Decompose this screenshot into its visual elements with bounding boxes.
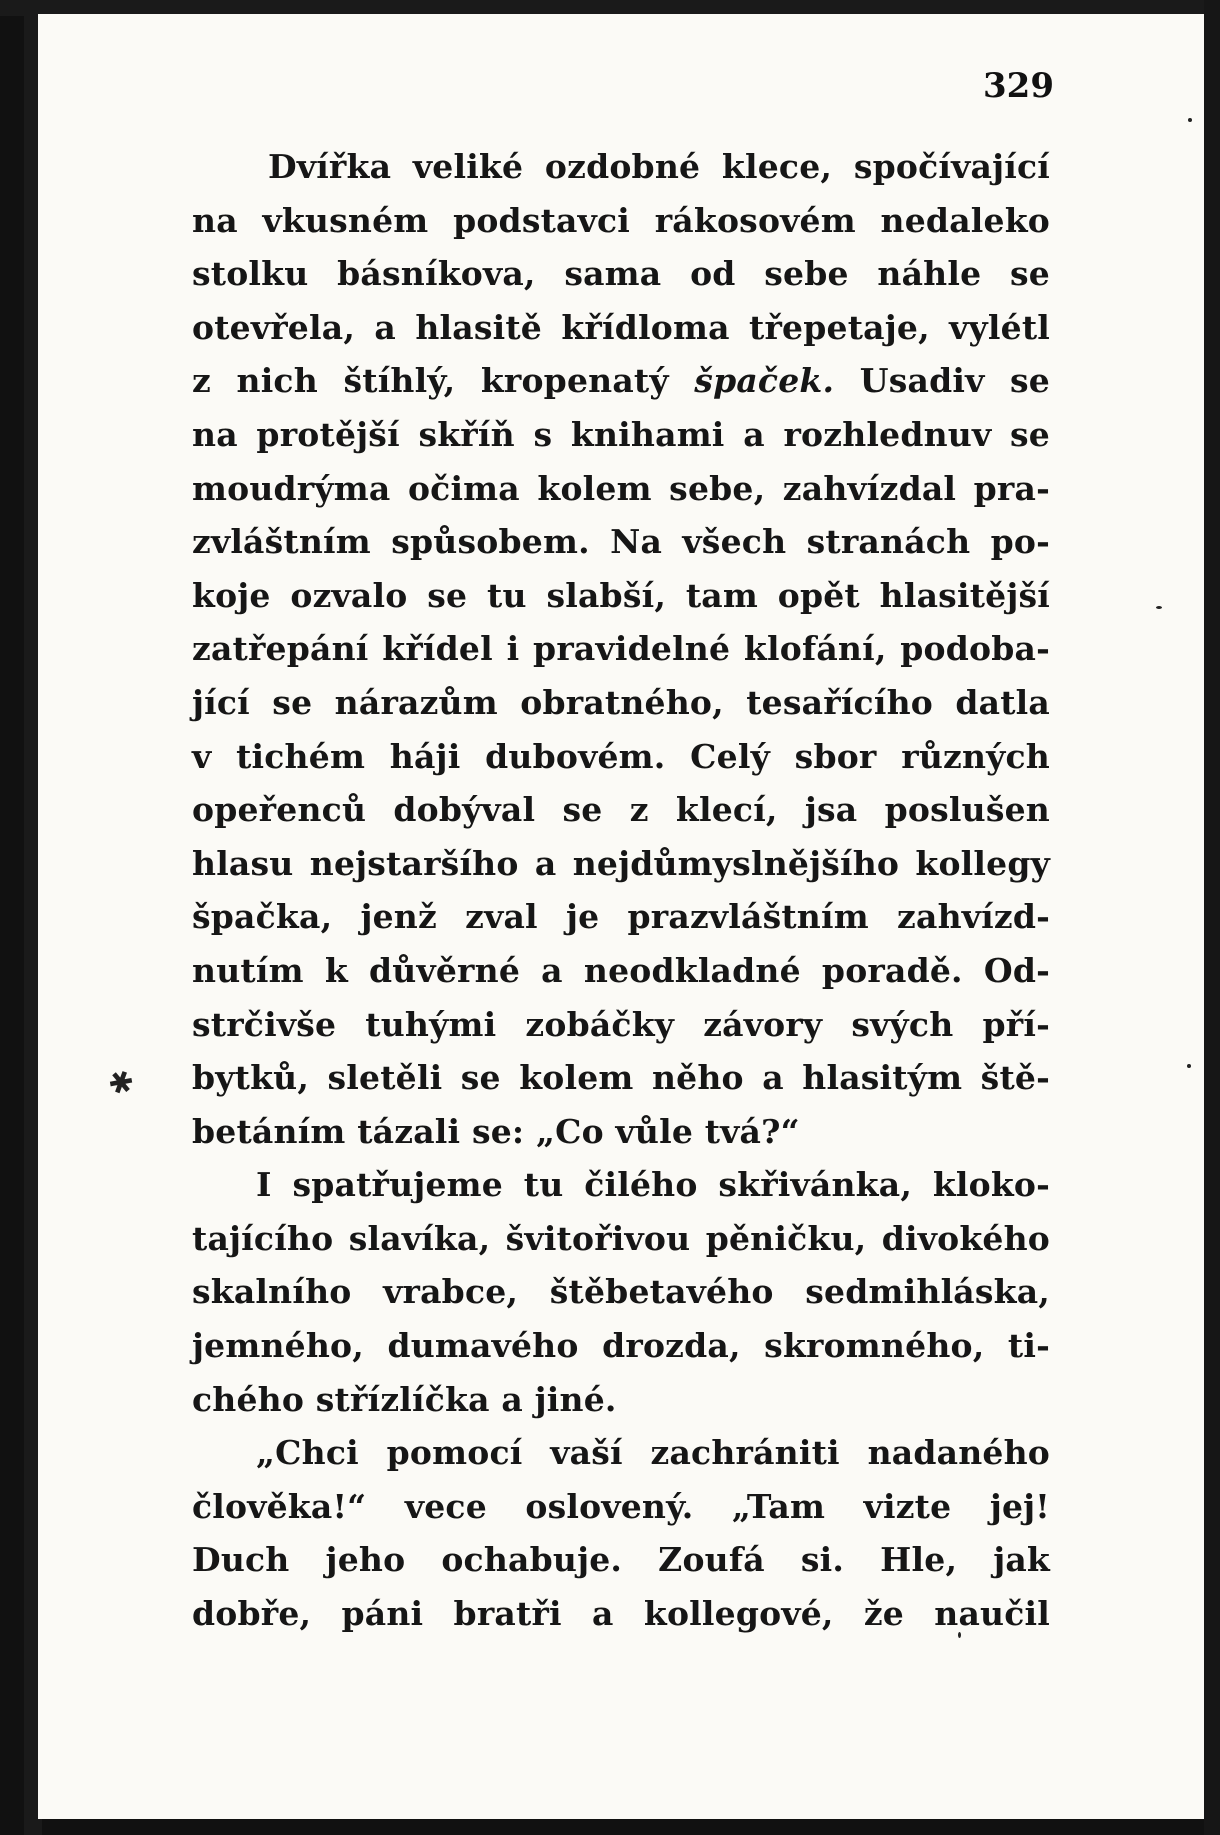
text-line: z nich štíhlý, kropenatý špaček. Usadiv se — [192, 361, 1050, 401]
text-line: zvláštním spůsobem. Na všech stranách po- — [192, 522, 1050, 562]
text-line: opeřenců dobýval se z klecí, jsa poslušen — [192, 790, 1050, 830]
text-line: koje ozvalo se tu slabší, tam opět hlasitější — [192, 575, 1050, 615]
text-line: I spatřujeme tu čilého skřivánka, kloko- — [256, 1165, 1050, 1205]
text-line: chého střízlíčka a jiné. — [192, 1379, 617, 1419]
text-line: jemného, dumavého drozda, skromného, ti- — [192, 1326, 1050, 1366]
text-line: „Chci pomocí vaší zachrániti nadaného — [256, 1433, 1050, 1473]
text-line: bytků, sletěli se kolem něho a hlasitým ště- — [192, 1058, 1050, 1098]
text-line: betáním tázali se: „Co vůle tvá?“ — [192, 1111, 800, 1151]
text-line: skalního vrabce, štěbetavého sedmihláska, — [192, 1272, 1050, 1312]
text-line: hlasu nejstaršího a nejdůmyslnějšího kollegy — [192, 843, 1050, 883]
text-line: na protější skříň s knihami a rozhlednuv se — [192, 414, 1050, 454]
italic-word: špaček. — [694, 361, 835, 401]
text-line: člověka!“ vece oslovený. „Tam vizte jej! — [192, 1486, 1050, 1526]
body-text — [192, 140, 1050, 1641]
text-line: stolku básníkova, sama od sebe náhle se — [192, 254, 1050, 294]
dust-speck — [1156, 606, 1162, 609]
text-line: tajícího slavíka, švitořivou pěničku, divokého — [192, 1218, 1050, 1258]
dust-speck — [1187, 1064, 1191, 1068]
text-line: dobře, páni bratři a kollegové, že naučil — [192, 1594, 1050, 1634]
text-line: zatřepání křídel i pravidelné klofání, podoba- — [192, 629, 1050, 669]
text-line: moudrýma očima kolem sebe, zahvízdal pra- — [192, 468, 1050, 508]
text-line: na vkusném podstavci rákosovém nedaleko — [192, 200, 1050, 240]
dust-speck — [1188, 118, 1192, 122]
margin-mark-icon: ✱ — [102, 1062, 139, 1105]
text-line: jící se nárazům obratného, tesařícího datla — [192, 682, 1050, 722]
text-line: Duch jeho ochabuje. Zoufá si. Hle, jak — [192, 1540, 1050, 1580]
text-line: nutím k důvěrné a neodkladné poradě. Od- — [192, 950, 1050, 990]
text-line: Dvířka veliké ozdobné klece, spočívající — [268, 147, 1050, 186]
page-number: 329 — [983, 66, 1054, 106]
text-line: v tichém háji dubovém. Celý sbor různých — [192, 736, 1050, 776]
text-line: otevřela, a hlasitě křídloma třepetaje, vylétl — [192, 307, 1050, 347]
text-line: špačka, jenž zval je prazvláštním zahvízd- — [192, 897, 1050, 937]
text-line: strčivše tuhými zobáčky závory svých pří- — [192, 1004, 1050, 1044]
scan-right-border — [1204, 0, 1220, 1835]
